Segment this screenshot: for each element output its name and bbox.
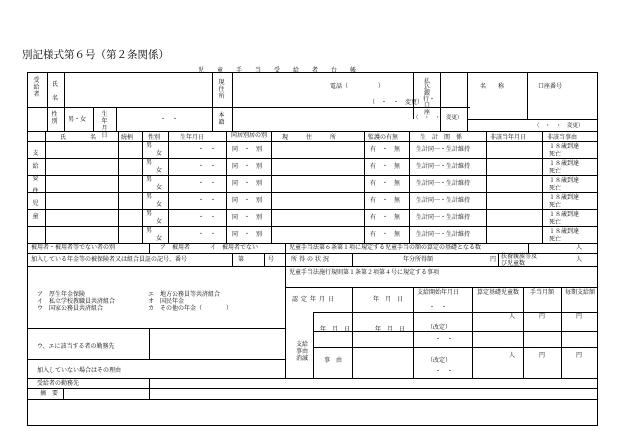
rule4-title: 児童手当法施行規則第１条第２項第４号に規定する事項: [289, 269, 440, 276]
pension-option-o: オ 国民年金: [148, 298, 185, 305]
child-row-6-birth-dots: ・ ・: [198, 231, 217, 238]
pension-label: 加入している年金等の被保険者又は組合員証の記号、番号: [31, 256, 188, 263]
income-yen: 円: [490, 256, 497, 263]
child-row-5-birth-dots: ・ ・: [198, 214, 217, 221]
child-row-4-female: 女: [156, 201, 163, 208]
dependents-label: 扶養親族等及び児童数: [501, 253, 538, 267]
end-label: 支給事由消滅: [296, 341, 309, 363]
child-row-1-livelihood: 生計同一・生計維持: [416, 146, 471, 153]
child-row-6-male: 男: [146, 227, 153, 234]
changed-date-3: （ ・ ・ 変更）: [534, 123, 584, 129]
monthly-label: 手当月額: [530, 289, 555, 296]
child-row-2-cohab: 同 ・ 別: [232, 163, 263, 170]
child-row-3-cohab: 同 ・ 別: [232, 180, 263, 187]
phone-label: 電話（ ）: [330, 83, 385, 90]
child-row-2-male: 男: [146, 159, 153, 166]
pension-option-e: エ 地方公務員等共済組合: [148, 291, 221, 298]
col-nonpay-date: 非該当年月日: [490, 134, 527, 141]
child-row-6-custody: 有 ・ 無: [370, 231, 401, 238]
pension-option-i: イ 私立学校教職員共済組合: [37, 298, 116, 305]
child-row-6-cohab: 同 ・ 別: [232, 231, 263, 238]
pension-option-ka: カ その他の年金（ ）: [148, 305, 233, 312]
yen-3: 円: [539, 352, 546, 359]
yen-1: 円: [539, 313, 546, 320]
child-row-5-male: 男: [146, 210, 153, 217]
child-row-2-birth-dots: ・ ・: [198, 163, 217, 170]
col-name: 氏 名: [60, 134, 97, 141]
workplace-1-label: ウ、エに該当する者の勤務先: [37, 343, 115, 350]
dependents-unit: 人: [576, 256, 583, 263]
child-row-4-birth-dots: ・ ・: [198, 197, 217, 204]
child-row-3-birth-dots: ・ ・: [198, 180, 217, 187]
col-sex: 性別: [148, 134, 161, 141]
child-row-6-reason: １８歳到達 死亡: [549, 228, 580, 243]
child-row-4-reason: １８歳到達 死亡: [549, 194, 580, 209]
kaitei-2: （改定）: [427, 357, 452, 364]
nintei-date: 年 月 日: [373, 296, 404, 303]
nintei-label: 認定年月日: [292, 296, 338, 303]
per-payment-label: 毎期支給額: [565, 289, 596, 296]
income-status-label: 所得の状況: [291, 256, 332, 263]
name-label: 名: [52, 95, 59, 102]
child-row-3-reason: １８歳到達 死亡: [549, 177, 580, 192]
kaitei-1: （改定）: [427, 324, 452, 331]
furigana-label: 氏: [52, 81, 59, 88]
jiyu-label: 事由: [324, 357, 349, 364]
bank-name-header: 名 称: [480, 83, 505, 90]
base-count-label: 算定基礎児童数: [477, 289, 520, 296]
changed-date-2: （ ・ ・ 変更）: [413, 115, 463, 121]
workplace-2-label: 受給者の勤務先: [37, 380, 80, 387]
child-row-1-birth-dots: ・ ・: [198, 146, 217, 153]
sex-label: 性別: [51, 111, 58, 125]
col-cohab: 同居別居の別: [230, 132, 267, 139]
child-row-5-reason: １８歳到達 死亡: [549, 211, 580, 226]
form-title: 児童手当受給者台帳: [198, 67, 370, 74]
birth-label: 生年月日: [101, 111, 108, 139]
child-row-6-livelihood: 生計同一・生計維持: [416, 231, 471, 238]
account-header: 口座番号: [538, 83, 563, 90]
changed-date-1: （ ・ ・ 変更）: [369, 99, 424, 106]
kaitei-1-dots: ・ ・: [435, 336, 454, 343]
start-month-label: 支給開始年月日: [417, 289, 460, 296]
kaitei-2-dots: ・ ・: [435, 368, 454, 375]
child-row-1-male: 男: [146, 142, 153, 149]
count-unit-2: 人: [509, 352, 516, 359]
birth-dots: ・ ・: [160, 116, 179, 123]
child-row-1-cohab: 同 ・ 別: [232, 146, 263, 153]
children-side-label: 支給要件児童: [32, 150, 39, 220]
child-row-3-female: 女: [156, 184, 163, 191]
sex-value: 男・女: [68, 116, 87, 123]
col-custody: 監護の有無: [368, 134, 399, 141]
col-livelihood: 生計関係: [420, 134, 469, 141]
end-date-value: 年 月 日: [375, 326, 406, 333]
child-row-1-reason: １８歳到達 死亡: [549, 143, 580, 158]
child-row-4-cohab: 同 ・ 別: [232, 197, 263, 204]
child-row-3-male: 男: [146, 176, 153, 183]
child-row-4-livelihood: 生計同一・生計維持: [416, 197, 471, 204]
current-address-label: 現住所: [218, 79, 225, 100]
bank-label: 払込銀行・口座: [423, 78, 436, 116]
child-row-4-custody: 有 ・ 無: [370, 197, 401, 204]
col-birth: 生年月日: [180, 134, 205, 141]
start-dots: ・ ・: [429, 304, 448, 311]
pension-option-u: ウ 国家公務員共済組合: [37, 305, 104, 312]
child-row-2-female: 女: [156, 167, 163, 174]
child-row-5-livelihood: 生計同一・生計維持: [416, 214, 471, 221]
col-reason: 非該当事由: [547, 134, 578, 141]
form-heading: 別記様式第６号（第２条関係）: [22, 49, 169, 61]
end-date-label: 年 月 日: [320, 326, 351, 333]
income-amount-label: 年分所得額: [403, 256, 434, 263]
article6-label: 児童手当法第６条第１項に規定する児童手当の額の算定の基礎となる数: [289, 244, 482, 251]
count-unit-1: 人: [509, 313, 516, 320]
child-row-4-male: 男: [146, 193, 153, 200]
child-row-2-livelihood: 生計同一・生計維持: [416, 163, 471, 170]
child-row-2-reason: １８歳到達 死亡: [549, 160, 580, 175]
honseki-label: 本籍: [218, 112, 225, 126]
child-row-2-custody: 有 ・ 無: [370, 163, 401, 170]
insured-option-i: イ 被用者でない: [210, 244, 259, 251]
summary-label: 摘 要: [40, 390, 59, 397]
yen-4: 円: [576, 352, 583, 359]
insured-option-a: ア 被用者: [160, 244, 191, 251]
child-row-5-custody: 有 ・ 無: [370, 214, 401, 221]
child-row-3-livelihood: 生計同一・生計維持: [416, 180, 471, 187]
child-row-1-female: 女: [156, 150, 163, 157]
reason-not-label: 加入していない場合はその理由: [37, 367, 122, 374]
child-row-3-custody: 有 ・ 無: [370, 180, 401, 187]
child-row-5-cohab: 同 ・ 別: [232, 214, 263, 221]
child-row-5-female: 女: [156, 218, 163, 225]
col-address: 現 住 所: [282, 134, 337, 141]
yen-2: 円: [576, 313, 583, 320]
recipient-label: 受給者: [33, 77, 40, 98]
insured-label: 被用者・被用者等でない者の別: [31, 244, 116, 251]
pension-option-a: ア 厚生年金保険: [37, 291, 86, 298]
child-row-6-female: 女: [156, 235, 163, 242]
article6-unit: 人: [576, 244, 583, 251]
pension-number: 第 号: [238, 256, 275, 263]
col-relation: 続柄: [121, 134, 134, 141]
child-row-1-custody: 有 ・ 無: [370, 146, 401, 153]
